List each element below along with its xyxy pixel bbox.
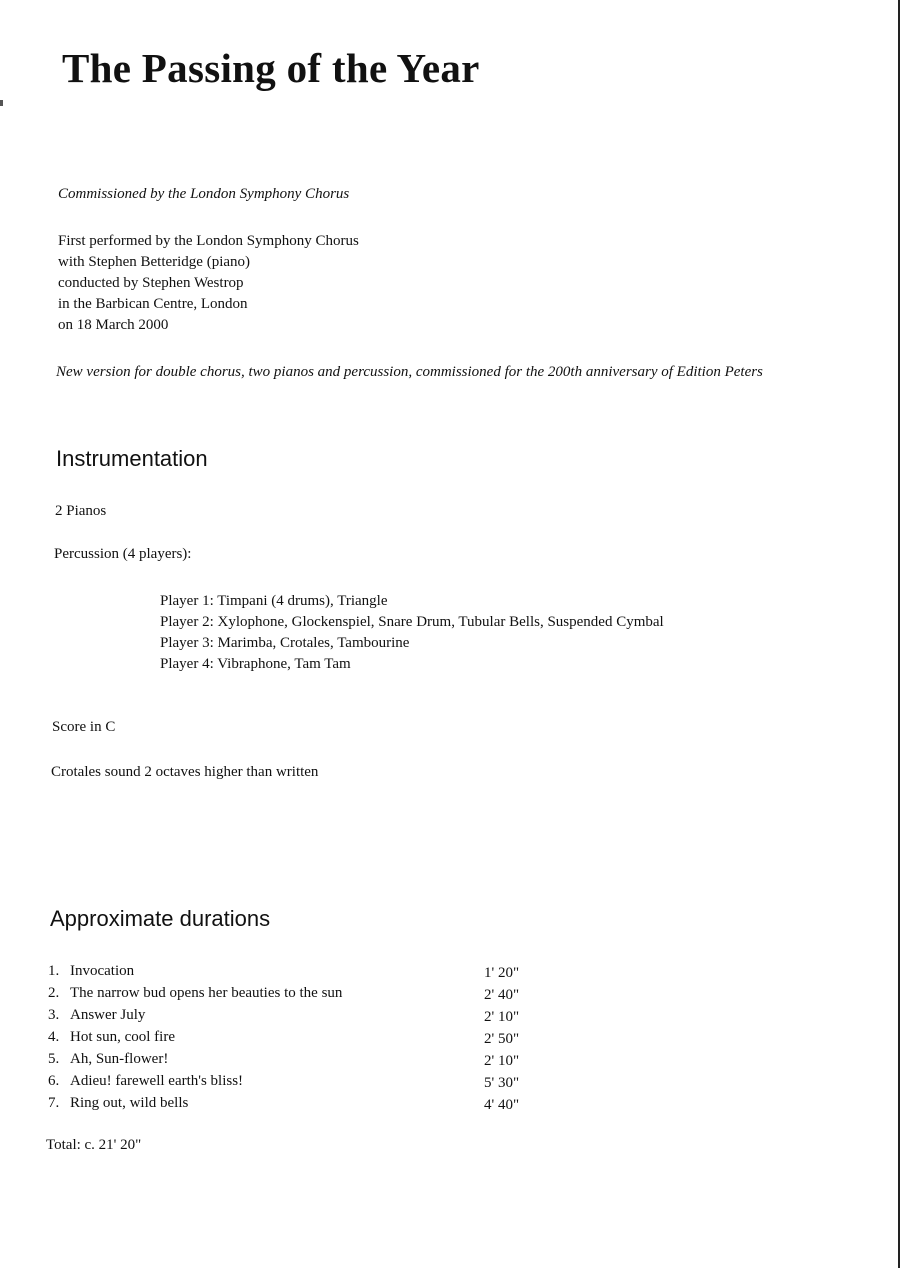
percussion-line: Percussion (4 players): bbox=[54, 546, 192, 562]
commission-note: Commissioned by the London Symphony Chorus bbox=[58, 186, 350, 202]
premiere-line: First performed by the London Symphony Chorus bbox=[58, 233, 359, 249]
movement-duration: 1' 20" bbox=[484, 965, 520, 981]
movement-number: 3. bbox=[48, 1007, 60, 1023]
movement-duration: 5' 30" bbox=[484, 1075, 520, 1091]
player-line: Player 1: Timpani (4 drums), Triangle bbox=[160, 593, 388, 609]
movement-duration: 2' 10" bbox=[484, 1053, 520, 1069]
premiere-line: on 18 March 2000 bbox=[58, 317, 169, 333]
movement-duration: 4' 40" bbox=[484, 1097, 520, 1113]
movement-title: The narrow bud opens her beauties to the sun bbox=[70, 985, 343, 1001]
duration-row bbox=[48, 1073, 548, 1095]
movement-number: 7. bbox=[48, 1095, 60, 1111]
movement-number: 4. bbox=[48, 1029, 60, 1045]
movement-duration: 2' 50" bbox=[484, 1031, 520, 1047]
durations-list bbox=[48, 963, 548, 1117]
player-line: Player 4: Vibraphone, Tam Tam bbox=[160, 656, 351, 672]
movement-title: Hot sun, cool fire bbox=[70, 1029, 175, 1045]
instrumentation-heading: Instrumentation bbox=[56, 446, 208, 471]
premiere-line: conducted by Stephen Westrop bbox=[58, 275, 244, 291]
movement-title: Ring out, wild bells bbox=[70, 1095, 189, 1111]
movement-number: 5. bbox=[48, 1051, 60, 1067]
page-title: The Passing of the Year bbox=[62, 45, 480, 91]
player-line: Player 2: Xylophone, Glockenspiel, Snare Drum, Tubular Bells, Suspended Cymbal bbox=[160, 614, 664, 630]
duration-row bbox=[48, 1051, 548, 1073]
movement-title: Ah, Sun-flower! bbox=[70, 1051, 169, 1067]
durations-heading: Approximate durations bbox=[50, 906, 271, 931]
duration-row bbox=[48, 1007, 548, 1029]
margin-mark bbox=[0, 100, 3, 106]
new-version-note: New version for double chorus, two pianos and percussion, commissioned for the 200th anniversary of Edition Peters bbox=[56, 364, 763, 380]
pianos-line: 2 Pianos bbox=[55, 503, 107, 519]
movement-number: 2. bbox=[48, 985, 60, 1001]
movement-duration: 2' 10" bbox=[484, 1009, 520, 1025]
movement-title: Answer July bbox=[70, 1007, 146, 1023]
premiere-line: in the Barbican Centre, London bbox=[58, 296, 248, 312]
duration-row bbox=[48, 1029, 548, 1051]
premiere-line: with Stephen Betteridge (piano) bbox=[58, 254, 251, 270]
movement-title: Invocation bbox=[70, 963, 135, 979]
total-duration: Total: c. 21' 20" bbox=[46, 1137, 142, 1153]
movement-duration: 2' 40" bbox=[484, 987, 520, 1003]
percussion-players-list bbox=[160, 591, 664, 675]
duration-row bbox=[48, 963, 548, 985]
premiere-info bbox=[58, 231, 359, 336]
duration-row bbox=[48, 1095, 548, 1117]
movement-number: 6. bbox=[48, 1073, 60, 1089]
duration-row bbox=[48, 985, 548, 1007]
score-note: Score in C bbox=[52, 719, 116, 735]
crotales-note: Crotales sound 2 octaves higher than written bbox=[51, 764, 319, 780]
player-line: Player 3: Marimba, Crotales, Tambourine bbox=[160, 635, 410, 651]
movement-title: Adieu! farewell earth's bliss! bbox=[70, 1073, 244, 1089]
movement-number: 1. bbox=[48, 963, 60, 979]
